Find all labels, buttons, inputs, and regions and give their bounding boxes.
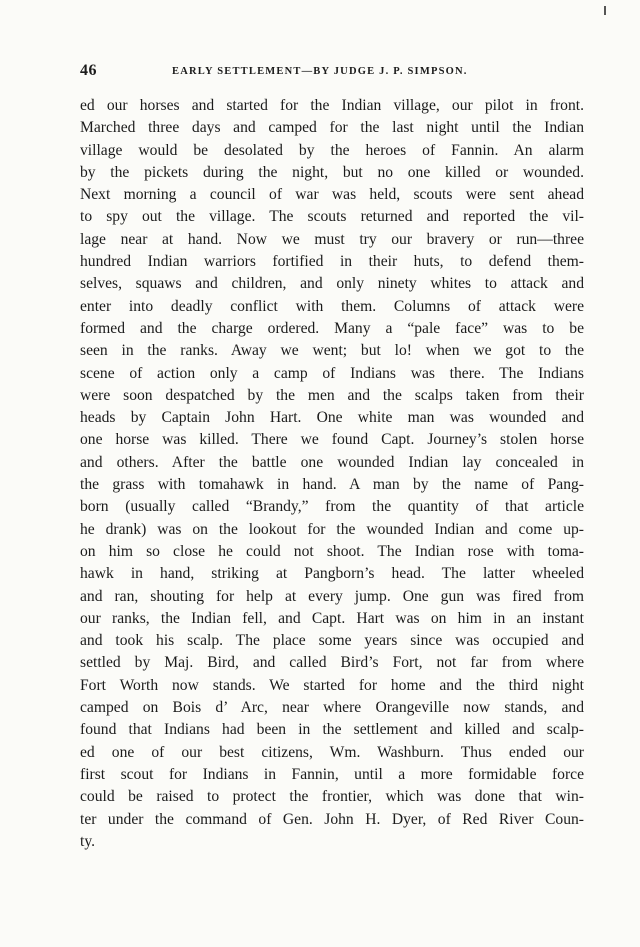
text-line: selves, squaws and children, and only ninety whites to attack and: [80, 275, 584, 293]
text-line: the grass with tomahawk in hand. A man by the name of Pang-: [80, 476, 584, 494]
text-line: hawk in hand, striking at Pangborn’s head. The latter wheeled: [80, 565, 584, 583]
text-line: Marched three days and camped for the last night until the Indian: [80, 119, 584, 137]
text-line: he drank) was on the lookout for the wounded Indian and come up-: [80, 520, 584, 538]
text-line: settled by Maj. Bird, and called Bird’s Fort, not far from where: [80, 654, 584, 672]
text-line: camped on Bois d’ Arc, near where Orangeville now stands, and: [80, 699, 584, 717]
text-line: by the pickets during the night, but no one killed or wounded.: [80, 163, 584, 181]
text-line: and took his scalp. The place some years since was occupied and: [80, 632, 584, 650]
text-line: Next morning a council of war was held, scouts were sent ahead: [80, 186, 584, 204]
text-line: village would be desolated by the heroes of Fannin. An alarm: [80, 141, 584, 159]
body-text: [80, 95, 584, 853]
text-line: one horse was killed. There we found Capt. Journey’s stolen horse: [80, 431, 584, 449]
page-edge-mark: [604, 6, 606, 15]
text-line: and others. After the battle one wounded Indian lay concealed in: [80, 453, 584, 471]
text-line: ter under the command of Gen. John H. Dyer, of Red River Coun-: [80, 810, 584, 828]
text-line: lage near at hand. Now we must try our bravery or run—three: [80, 230, 584, 248]
text-line: ed one of our best citizens, Wm. Washburn. Thus ended our: [80, 743, 584, 761]
text-line: first scout for Indians in Fannin, until a more formidable force: [80, 765, 584, 783]
text-line: were soon despatched by the men and the scalps taken from their: [80, 386, 584, 404]
text-line: Fort Worth now stands. We started for home and the third night: [80, 676, 584, 694]
page-number: 46: [80, 62, 97, 79]
text-line: on him so close he could not shoot. The Indian rose with toma-: [80, 542, 584, 560]
text-line: and ran, shouting for help at every jump. One gun was fired from: [80, 587, 584, 605]
text-line: scene of action only a camp of Indians was there. The Indians: [80, 364, 584, 382]
text-line: our ranks, the Indian fell, and Capt. Hart was on him in an instant: [80, 609, 584, 627]
text-line: to spy out the village. The scouts returned and reported the vil-: [80, 208, 584, 226]
text-line: born (usually called “Brandy,” from the quantity of that article: [80, 498, 584, 516]
text-line: formed and the charge ordered. Many a “pale face” was to be: [80, 319, 584, 337]
text-line: heads by Captain John Hart. One white man was wounded and: [80, 409, 584, 427]
running-head: EARLY SETTLEMENT—BY JUDGE J. P. SIMPSON.: [172, 66, 468, 77]
text-line: seen in the ranks. Away we went; but lo! when we got to the: [80, 342, 584, 360]
text-line: hundred Indian warriors fortified in their huts, to defend them-: [80, 253, 584, 271]
text-line: found that Indians had been in the settlement and killed and scalp-: [80, 721, 584, 739]
text-line: could be raised to protect the frontier, which was done that win-: [80, 788, 584, 806]
text-line: ty.: [80, 832, 96, 850]
page-header: [80, 62, 580, 84]
text-line: ed our horses and started for the Indian village, our pilot in front.: [80, 97, 584, 114]
text-line: enter into deadly conflict with them. Columns of attack were: [80, 297, 584, 315]
